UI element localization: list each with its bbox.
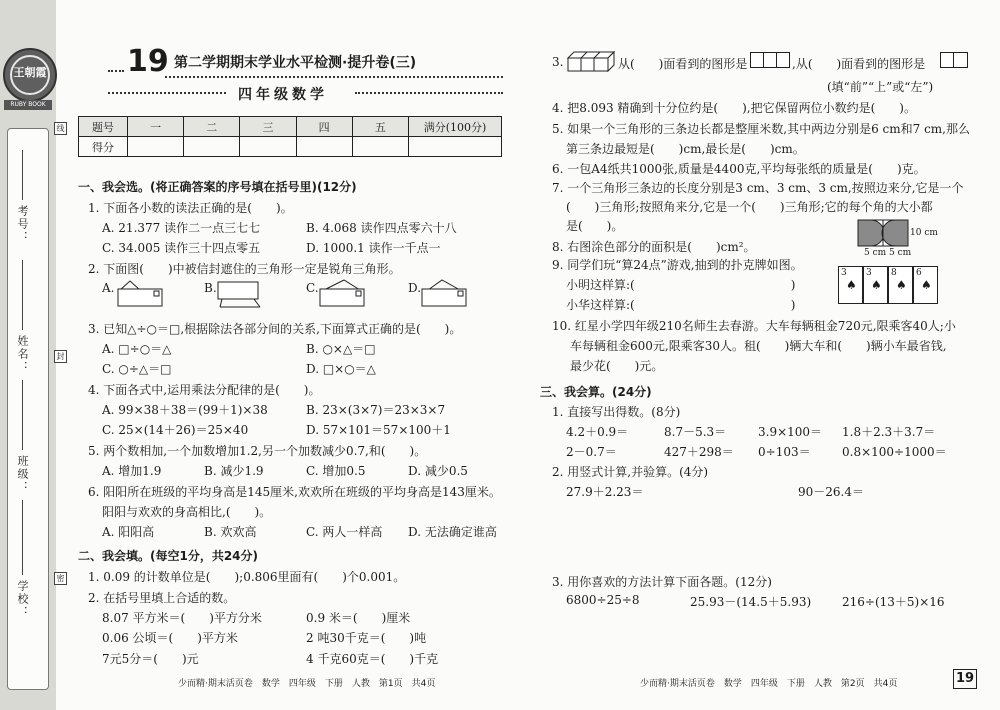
s2-q3-number: 3. <box>552 55 564 69</box>
view-figure-1 <box>750 52 790 68</box>
s2-q6: 6. 一包A4纸共1000张,质量是4400克,平均每张纸的质量是( )克。 <box>552 162 926 176</box>
s1-q6-stem-cont: 阳阳与欢欢的身高相比,( )。 <box>102 505 272 519</box>
s2-q3-text-2: ,从( )面看到的图形是 <box>792 57 926 71</box>
s1-q5-option-b[interactable]: B. 减少1.9 <box>204 464 264 478</box>
s1-q3-option-b[interactable]: B. ○×△＝□ <box>306 342 376 356</box>
s1-q4-option-a[interactable]: A. 99×38＋38＝(99＋1)×38 <box>102 403 268 417</box>
page-number-badge: 19 <box>953 669 977 689</box>
s1-q3-stem: 3. 已知△÷○＝□,根据除法各部分间的关系,下面算式正确的是( )。 <box>88 322 462 336</box>
score-col-2: 二 <box>184 117 240 137</box>
s2-q3-note: (填“前”“上”或“左”) <box>827 80 934 94</box>
s1-q2-stem: 2. 下面图( )中被信封遮住的三角形一定是锐角三角形。 <box>88 262 401 276</box>
mixed-calc-3: 216÷(13＋5)×16 <box>842 595 945 609</box>
playing-card-3: 8 ♠ <box>888 266 913 304</box>
calc-8: 0.8×100÷1000＝ <box>842 445 947 459</box>
s1-q1-option-c[interactable]: C. 34.005 读作三十四点零五 <box>102 241 261 255</box>
s2-q3-text-1: 从( )面看到的图形是 <box>618 57 748 71</box>
score-cell[interactable] <box>128 137 184 157</box>
section1-heading: 一、我会选。(将正确答案的序号填在括号里)(12分) <box>78 180 357 194</box>
section3-heading: 三、我会算。(24分) <box>540 385 652 399</box>
name-label: 姓名： <box>16 335 29 374</box>
s1-q2-option-b[interactable]: B. <box>204 281 217 295</box>
s1-q4-stem: 4. 下面各式中,运用乘法分配律的是( )。 <box>88 383 321 397</box>
s1-q2-option-a[interactable]: A. <box>102 281 115 295</box>
s2-q5-line1: 5. 如果一个三角形的三条边长都是整厘米数,其中两边分别是6 cm和7 cm,那么 <box>552 122 970 136</box>
s1-q6-option-b[interactable]: B. 欢欢高 <box>204 525 257 539</box>
exam-number-line <box>22 150 23 200</box>
footer-left: 少而精·期末活页卷 数学 四年级 下册 人教 第1页 共4页 <box>178 679 436 689</box>
paper-title: 第二学期期末学业水平检测·提升卷(三) <box>174 55 417 71</box>
fig-label-5cm: 5 cm 5 cm <box>864 248 912 258</box>
score-cell[interactable] <box>352 137 408 157</box>
score-cell[interactable] <box>409 137 502 157</box>
calc-4: 1.8＋2.3＋3.7＝ <box>842 425 936 439</box>
shaded-area-figure <box>856 218 910 248</box>
score-table <box>78 116 502 157</box>
score-cell[interactable] <box>240 137 296 157</box>
s1-q4-option-d[interactable]: D. 57×101＝57×100＋1 <box>306 423 451 437</box>
playing-card-4: 6 ♠ <box>913 266 938 304</box>
cut-mark-seal: 封 <box>54 350 67 363</box>
publisher-seal-logo: 王朝霞 <box>3 48 57 102</box>
school-line <box>22 500 23 575</box>
paper-number: 19 <box>127 44 169 79</box>
mixed-calc-2: 25.93－(14.5＋5.93) <box>690 595 812 609</box>
class-line <box>22 380 23 450</box>
name-line <box>22 260 23 330</box>
s2-q9-line1: 9. 同学们玩“算24点”游戏,抽到的扑克牌如图。 <box>552 258 803 272</box>
s1-q2-option-d[interactable]: D. <box>408 281 422 295</box>
s1-q4-option-c[interactable]: C. 25×(14＋26)＝25×40 <box>102 423 249 437</box>
s2-conv-6: 4 千克60克＝( )千克 <box>306 652 439 666</box>
envelope-figure-d <box>420 278 470 308</box>
s1-q6-stem: 6. 阳阳所在班级的平均身高是145厘米,欢欢所在班级的平均身高是143厘米。 <box>88 485 501 499</box>
calc-7: 0÷103＝ <box>758 445 811 459</box>
s1-q1-stem: 1. 下面各小数的读法正确的是( )。 <box>88 201 293 215</box>
score-col-4: 四 <box>296 117 352 137</box>
playing-card-1: 3 ♠ <box>838 266 863 304</box>
paper-subtitle: 四年级数学 <box>238 87 328 103</box>
calc-3: 3.9×100＝ <box>758 425 823 439</box>
playing-card-2: 3 ♠ <box>863 266 888 304</box>
envelope-figure-a <box>116 278 166 308</box>
score-col-3: 三 <box>240 117 296 137</box>
s2-conv-1: 8.07 平方米＝( )平方分米 <box>102 611 262 625</box>
cut-mark-line: 线 <box>54 122 67 135</box>
subtitle-deco-right <box>355 92 503 94</box>
s1-q1-option-d[interactable]: D. 1000.1 读作一千点一 <box>306 241 441 255</box>
exam-number-label: 考号： <box>16 205 29 244</box>
score-col-5: 五 <box>352 117 408 137</box>
school-label: 学校： <box>16 580 29 619</box>
s2-q10-line2: 车每辆租金600元,限乘客30人。租( )辆大车和( )辆小车最省钱, <box>570 339 947 353</box>
score-total-label: 满分(100分) <box>409 117 502 137</box>
s1-q2-option-c[interactable]: C. <box>306 281 319 295</box>
s1-q3-option-c[interactable]: C. ○÷△＝□ <box>102 362 172 376</box>
vertical-calc-2: 90－26.4＝ <box>798 485 864 499</box>
s1-q6-option-a[interactable]: A. 阳阳高 <box>102 525 155 539</box>
s1-q5-stem: 5. 两个数相加,一个加数增加1.2,另一个加数减少0.7,和( )。 <box>88 444 427 458</box>
calc-2: 8.7－5.3＝ <box>664 425 727 439</box>
class-label: 班级： <box>16 455 29 494</box>
s1-q5-option-c[interactable]: C. 增加0.5 <box>306 464 366 478</box>
view-figure-2 <box>940 52 968 68</box>
s2-q1: 1. 0.09 的计数单位是( );0.806里面有( )个0.001。 <box>88 570 406 584</box>
subtitle-deco-left <box>108 92 226 94</box>
s1-q5-option-d[interactable]: D. 减少0.5 <box>408 464 468 478</box>
section2-heading: 二、我会填。(每空1分，共24分) <box>78 549 259 563</box>
s1-q4-option-b[interactable]: B. 23×(3×7)＝23×3×7 <box>306 403 446 417</box>
title-underline <box>165 76 503 78</box>
cut-mark-secret: 密 <box>54 572 67 585</box>
vertical-calc-1: 27.9＋2.23＝ <box>566 485 644 499</box>
s2-conv-2: 0.9 米＝( )厘米 <box>306 611 411 625</box>
s1-q3-option-d[interactable]: D. □×○＝△ <box>306 362 376 376</box>
calc-5: 2－0.7＝ <box>566 445 617 459</box>
s1-q3-option-a[interactable]: A. □÷○＝△ <box>102 342 172 356</box>
s2-q7-line2: ( )三角形;按照角来分,它是一个( )三角形;它的每个角的大小都 <box>566 200 933 214</box>
s1-q1-option-a[interactable]: A. 21.377 读作二一点三七七 <box>102 221 261 235</box>
cube-figure <box>566 50 616 72</box>
s2-conv-5: 7元5分＝( )元 <box>102 652 199 666</box>
s2-conv-4: 2 吨30千克＝( )吨 <box>306 631 427 645</box>
s2-q9-line2: 小明这样算:( ) <box>566 278 796 292</box>
calc-6: 427＋298＝ <box>664 445 734 459</box>
score-col-1: 一 <box>128 117 184 137</box>
s1-q6-option-d[interactable]: D. 无法确定谁高 <box>408 525 497 539</box>
s3-q1: 1. 直接写出得数。(8分) <box>552 405 681 419</box>
envelope-figure-b <box>216 278 266 308</box>
score-cell[interactable] <box>184 137 240 157</box>
s2-q10-line3: 最少花( )元。 <box>570 359 664 373</box>
seal-banner: RUBY BOOK <box>4 100 52 110</box>
s2-q4: 4. 把8.093 精确到十分位约是( ),把它保留两位小数约是( )。 <box>552 101 916 115</box>
score-row-label: 得分 <box>79 137 128 157</box>
s2-q7-line3: 是( )。 <box>566 219 624 233</box>
score-header-label: 题号 <box>79 117 128 137</box>
s2-q10-line1: 10. 红星小学四年级210名师生去春游。大车每辆租金720元,限乘客40人;小 <box>552 319 956 333</box>
s3-q2: 2. 用竖式计算,并验算。(4分) <box>552 465 709 479</box>
footer-right: 少而精·期末活页卷 数学 四年级 下册 人教 第2页 共4页 <box>640 679 898 689</box>
fig-label-10cm: 10 cm <box>910 228 938 238</box>
s3-q3: 3. 用你喜欢的方法计算下面各题。(12分) <box>552 575 772 589</box>
title-deco-left <box>108 70 124 72</box>
mixed-calc-1: 6800÷25÷8 <box>566 593 640 607</box>
binding-strip <box>0 0 56 710</box>
s1-q5-option-a[interactable]: A. 增加1.9 <box>102 464 162 478</box>
s2-q5-line2: 第三条边最短是( )cm,最长是( )cm。 <box>566 142 805 156</box>
calc-1: 4.2＋0.9＝ <box>566 425 629 439</box>
s2-q8: 8. 右图涂色部分的面积是( )cm²。 <box>552 240 756 254</box>
envelope-figure-c <box>318 278 368 308</box>
s1-q6-option-c[interactable]: C. 两人一样高 <box>306 525 383 539</box>
score-cell[interactable] <box>296 137 352 157</box>
s1-q1-option-b[interactable]: B. 4.068 读作四点零六十八 <box>306 221 457 235</box>
s2-conv-3: 0.06 公顷＝( )平方米 <box>102 631 238 645</box>
s2-q7-line1: 7. 一个三角形三条边的长度分别是3 cm、3 cm、3 cm,按照边来分,它是一个 <box>552 181 964 195</box>
s2-q9-line3: 小华这样算:( ) <box>566 298 796 312</box>
s2-q2: 2. 在括号里填上合适的数。 <box>88 591 236 605</box>
